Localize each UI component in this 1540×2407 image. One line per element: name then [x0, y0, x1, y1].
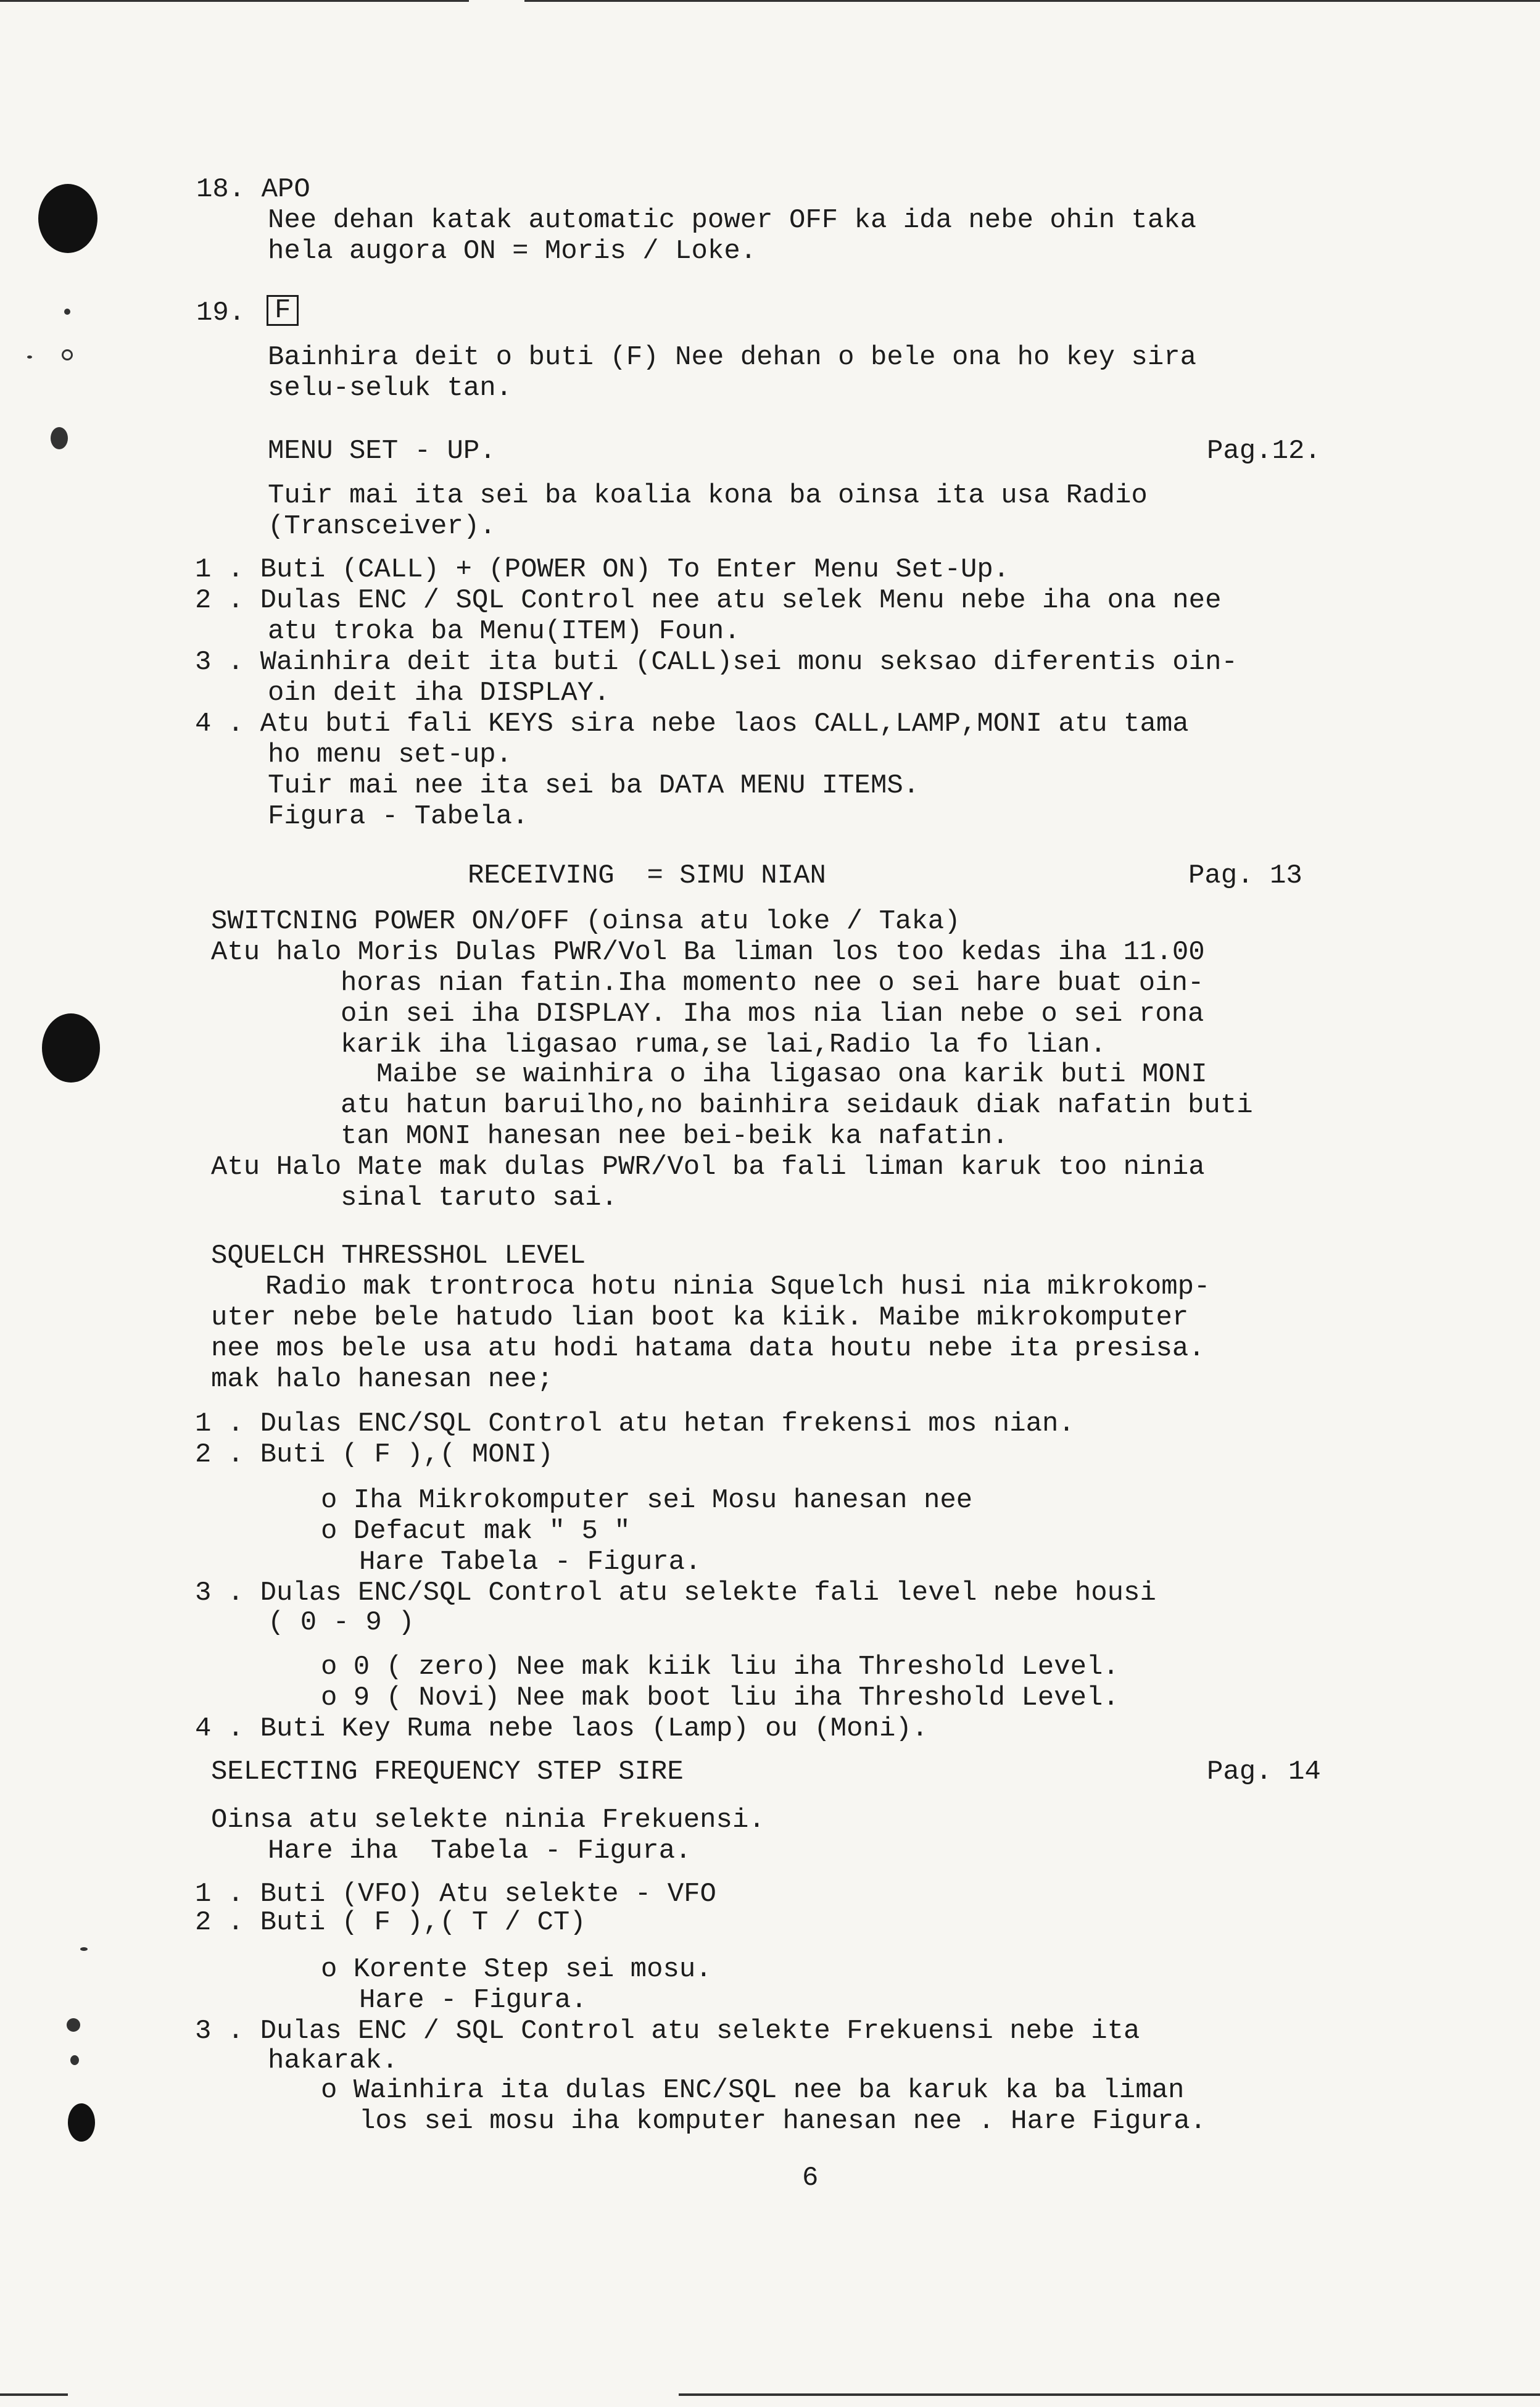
page-reference: Pag. 14: [1207, 1756, 1321, 1787]
subheading: SWITCNING POWER ON/OFF (oinsa atu loke / Taka): [211, 906, 961, 937]
list-item-cont: oin deit iha DISPLAY.: [268, 678, 610, 709]
list-item-cont: Figura - Tabela.: [268, 801, 529, 832]
list-item-cont: Tuir mai nee ita sei ba DATA MENU ITEMS.: [268, 770, 920, 801]
list-item: 2 . Buti ( F ),( T / CT): [195, 1907, 586, 1938]
paragraph-line: Atu halo Moris Dulas PWR/Vol Ba liman los too kedas iha 11.00: [211, 937, 1205, 968]
list-item-cont: ( 0 - 9 ): [268, 1607, 415, 1638]
list-item: 4 . Atu buti fali KEYS sira nebe laos CALL,LAMP,MONI atu tama: [195, 709, 1189, 739]
paragraph-line: Radio mak trontroca hotu ninia Squelch husi nia mikrokomp-: [265, 1271, 1211, 1302]
list-item-cont: hakarak.: [268, 2045, 399, 2076]
item-18-text: hela augora ON = Moris / Loke.: [268, 236, 757, 267]
page-number: 6: [802, 2163, 819, 2193]
paragraph-line: uter nebe bele hatudo lian boot ka kiik. Maibe mikrokomputer: [211, 1302, 1189, 1333]
paragraph-line: Hare iha Tabela - Figura.: [268, 1835, 692, 1866]
list-item: 3 . Wainhira deit ita buti (CALL)sei monu seksao diferentis oin-: [195, 647, 1238, 678]
speck: [80, 1947, 88, 1951]
sub-bullet: o Iha Mikrokomputer sei Mosu hanesan nee: [321, 1485, 973, 1516]
sub-bullet-cont: Hare Tabela - Figura.: [359, 1547, 702, 1578]
scan-bottom-edge: [0, 2393, 68, 2396]
list-item: 3 . Dulas ENC/SQL Control atu selekte fali level nebe housi: [195, 1578, 1156, 1608]
paragraph-line: Maibe se wainhira o iha ligasao ona karik buti MONI: [376, 1059, 1207, 1090]
paragraph-line: mak halo hanesan nee;: [211, 1364, 553, 1395]
section-heading: MENU SET - UP.: [268, 436, 496, 467]
list-item-cont: ho menu set-up.: [268, 739, 513, 770]
paragraph-line: oin sei iha DISPLAY. Iha mos nia lian nebe o sei rona: [341, 999, 1204, 1029]
page-reference: Pag.12.: [1207, 436, 1321, 467]
speck: [51, 427, 68, 449]
section-heading: RECEIVING = SIMU NIAN: [468, 860, 826, 891]
f-key-box: [267, 295, 299, 326]
speck: [27, 355, 32, 359]
paragraph-line: sinal taruto sai.: [341, 1183, 618, 1213]
subheading: SQUELCH THRESSHOL LEVEL: [211, 1241, 586, 1271]
paragraph-line: Tuir mai ita sei ba koalia kona ba oinsa ita usa Radio: [268, 480, 1148, 511]
sub-bullet: o 9 ( Novi) Nee mak boot liu iha Threshold Level.: [321, 1682, 1119, 1713]
sub-bullet: o 0 ( zero) Nee mak kiik liu iha Threshold Level.: [321, 1652, 1119, 1682]
item-19-text: selu-seluk tan.: [268, 373, 513, 404]
scan-bottom-edge: [679, 2393, 1540, 2396]
sub-bullet: o Korente Step sei mosu.: [321, 1954, 712, 1985]
paragraph-line: tan MONI hanesan nee bei-beik ka nafatin.: [341, 1121, 1009, 1152]
paragraph-line: nee mos bele usa atu hodi hatama data houtu nebe ita presisa.: [211, 1333, 1205, 1364]
subheading: SELECTING FREQUENCY STEP SIRE: [211, 1756, 684, 1787]
list-item: 2 . Dulas ENC / SQL Control nee atu selek Menu nebe iha ona nee: [195, 585, 1222, 616]
speck: [70, 2055, 79, 2065]
list-item: 4 . Buti Key Ruma nebe laos (Lamp) ou (Moni).: [195, 1713, 929, 1744]
list-item: 3 . Dulas ENC / SQL Control atu selekte Frekuensi nebe ita: [195, 2016, 1140, 2047]
f-key-label: F: [267, 295, 299, 326]
list-item: 2 . Buti ( F ),( MONI): [195, 1439, 553, 1470]
speck: [64, 309, 70, 315]
list-item: 1 . Dulas ENC/SQL Control atu hetan frekensi mos nian.: [195, 1408, 1075, 1439]
paragraph-line: Oinsa atu selekte ninia Frekuensi.: [211, 1805, 765, 1835]
punch-hole: [42, 1013, 100, 1083]
list-item: 1 . Buti (VFO) Atu selekte - VFO: [195, 1879, 716, 1910]
sub-bullet-cont: los sei mosu iha komputer hanesan nee . Hare Figura.: [359, 2106, 1207, 2137]
sub-bullet: o Defacut mak " 5 ": [321, 1516, 631, 1547]
item-18-text: Nee dehan katak automatic power OFF ka ida nebe ohin taka: [268, 205, 1197, 236]
paragraph-line: (Transceiver).: [268, 511, 496, 542]
speck: [62, 349, 73, 360]
item-19-number: 19.: [196, 297, 246, 328]
paragraph-line: horas nian fatin.Iha momento nee o sei hare buat oin-: [341, 968, 1204, 999]
paragraph-line: atu hatun baruilho,no bainhira seidauk diak nafatin buti: [341, 1090, 1253, 1121]
scan-top-edge: [524, 0, 1540, 2]
punch-hole: [38, 184, 97, 253]
item-19-text: Bainhira deit o buti (F) Nee dehan o bele ona ho key sira: [268, 342, 1197, 373]
list-item: 1 . Buti (CALL) + (POWER ON) To Enter Menu Set-Up.: [195, 554, 1010, 585]
list-item-cont: atu troka ba Menu(ITEM) Foun.: [268, 616, 740, 647]
paragraph-line: karik iha ligasao ruma,se lai,Radio la fo lian.: [341, 1029, 1107, 1060]
speck: [67, 2018, 80, 2032]
scan-top-edge: [0, 0, 469, 2]
sub-bullet-cont: Hare - Figura.: [359, 1985, 587, 2016]
paragraph-line: Atu Halo Mate mak dulas PWR/Vol ba fali liman karuk too ninia: [211, 1152, 1205, 1183]
sub-bullet: o Wainhira ita dulas ENC/SQL nee ba karuk ka ba liman: [321, 2075, 1185, 2106]
page-reference: Pag. 13: [1188, 860, 1302, 891]
item-18-title: 18. APO: [196, 174, 310, 205]
punch-hole: [68, 2103, 95, 2142]
